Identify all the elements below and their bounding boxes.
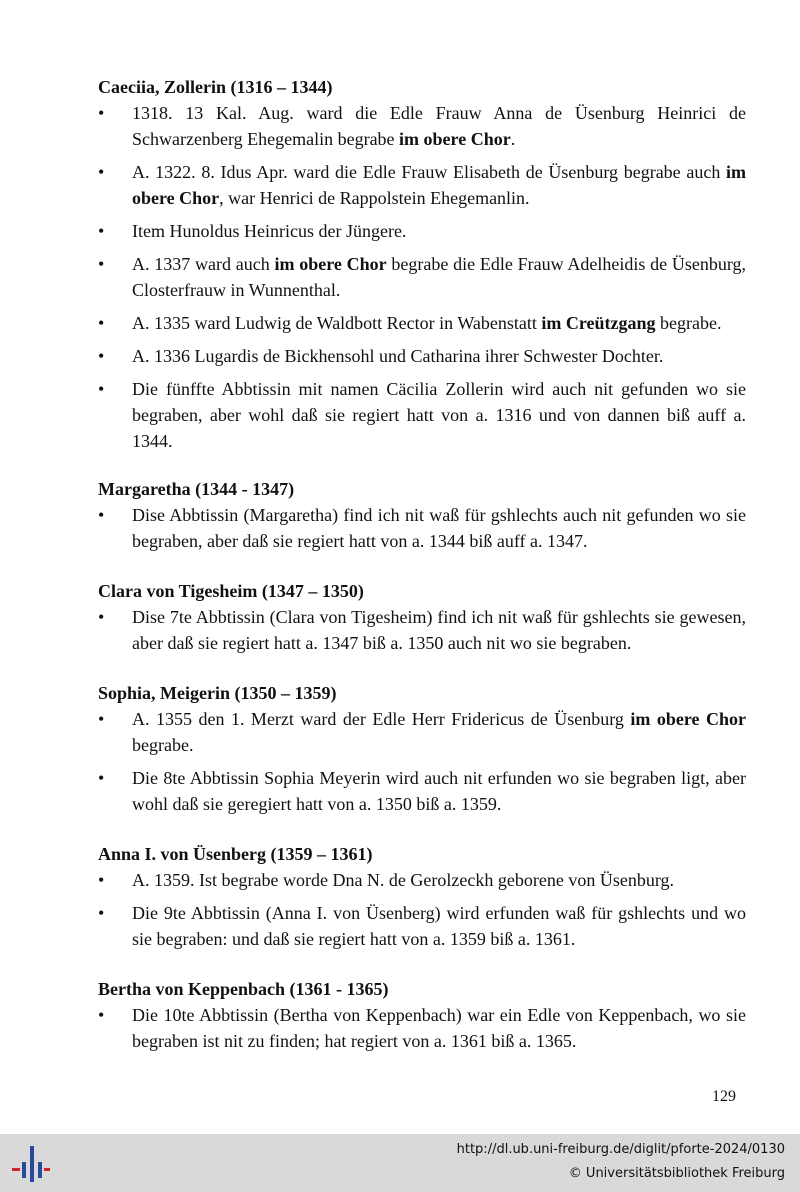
entry-list [98,1002,746,1054]
emphasized-location: im Creützgang [541,313,656,333]
list-item [98,100,746,152]
entry-text: begrabe die Edle Frauw Adelheidis de Üsenburg, Closterfrauw in Wunnenthal. [132,254,746,300]
abbess-section [98,841,746,952]
bullet-icon: • [98,709,105,729]
section-heading: Clara von Tigesheim (1347 – 1350) [98,581,364,601]
list-item [98,218,746,244]
entry-text: A. 1337 ward auch [132,254,275,274]
abbess-section [98,578,746,656]
entry-list [98,706,746,817]
list-item [98,159,746,211]
entry-text: A. 1359. Ist begrabe worde Dna N. de Gerolzeckh geborene von Üsenburg. [132,870,674,890]
emphasized-location: im obere Chor [399,129,511,149]
entry-list [98,100,746,454]
bullet-icon: • [98,903,105,923]
section-heading: Margaretha (1344 - 1347) [98,479,295,499]
bullet-icon: • [98,221,105,241]
entry-text: A. 1336 Lugardis de Bickhensohl und Catharina ihrer Schwester Dochter. [132,346,664,366]
page-number: 129 [712,1088,736,1105]
entry-text: Die fünffte Abbtissin mit namen Cäcilia Zollerin wird auch nit gefunden wo sie begraben, aber wohl daß sie regiert hatt von a. 1316 und von dannen biß auff a. 1344. [132,379,746,451]
entry-text: A. 1322. 8. Idus Apr. ward die Edle Frauw Elisabeth de Üsenburg begrabe auch [132,162,726,182]
abbess-section [98,680,746,817]
entry-list [98,502,746,554]
emphasized-location: im obere Chor [630,709,746,729]
bullet-icon: • [98,1005,105,1025]
section-heading: Anna I. von Üsenberg (1359 – 1361) [98,844,373,864]
bullet-icon: • [98,162,105,182]
bullet-icon: • [98,607,105,627]
bullet-icon: • [98,346,105,366]
entry-text: Die 8te Abbtissin Sophia Meyerin wird auch nit erfunden wo sie begraben ligt, aber wohl daß sie geregiert hatt von a. 1350 biß a. 1359. [132,768,746,814]
list-item [98,310,746,336]
entry-text: , war Henrici de Rappolstein Ehegemanlin. [219,188,530,208]
list-item [98,502,746,554]
entry-text: Dise Abbtissin (Margaretha) find ich nit waß für gshlechts auch nit gefunden wo sie begraben, aber daß sie regiert hatt von a. 1344 biß auff a. 1347. [132,505,746,551]
emphasized-location: im obere Chor [274,254,387,274]
bullet-icon: • [98,768,105,788]
list-item [98,706,746,758]
entry-text: A. 1335 ward Ludwig de Waldbott Rector in Wabenstatt [132,313,542,333]
list-item [98,765,746,817]
document-url-link[interactable]: http://dl.ub.uni-freiburg.de/diglit/pforte-2024/0130 [456,1142,785,1157]
abbess-section [98,74,746,454]
abbess-section [98,976,746,1054]
entry-text: begrabe. [132,735,194,755]
bullet-icon: • [98,505,105,525]
emphasized-location: im obere Chor [132,162,746,208]
entry-text: Item Hunoldus Heinricus der Jüngere. [132,221,407,241]
bullet-icon: • [98,379,105,399]
entry-text: Die 9te Abbtissin (Anna I. von Üsenberg) wird erfunden waß für gshlechts und wo sie begraben: und daß sie regiert hatt von a. 1359 biß a. 1361. [132,903,746,949]
footer-bar [0,1134,800,1192]
section-heading: Sophia, Meigerin (1350 – 1359) [98,683,337,703]
entry-text: . [510,129,516,149]
list-item [98,376,746,454]
list-item [98,900,746,952]
document-body [98,74,746,1078]
list-item [98,867,746,893]
list-item [98,1002,746,1054]
list-item [98,251,746,303]
bullet-icon: • [98,103,105,123]
abbess-section [98,476,746,554]
entry-list [98,867,746,952]
entry-text: A. 1355 den 1. Merzt ward der Edle Herr Fridericus de Üsenburg [132,709,631,729]
bullet-icon: • [98,870,105,890]
list-item [98,604,746,656]
bullet-icon: • [98,313,105,333]
section-heading: Caeciia, Zollerin (1316 – 1344) [98,77,333,97]
university-library-logo-icon [10,1144,50,1184]
entry-text: 1318. 13 Kal. Aug. ward die Edle Frauw Anna de Üsenburg Heinrici de Schwarzenberg Ehegemalin begrabe [132,103,746,149]
entry-text: Die 10te Abbtissin (Bertha von Keppenbach) war ein Edle von Keppenbach, wo sie begraben ist nit zu finden; hat regiert von a. 1361 biß a. 1365. [132,1005,746,1051]
bullet-icon: • [98,254,105,274]
list-item [98,343,746,369]
entry-text: Dise 7te Abbtissin (Clara von Tigesheim) find ich nit waß für gshlechts sie gewesen, aber daß sie regiert hatt a. 1347 biß a. 1350 auch nit wo sie begraben. [132,607,746,653]
entry-text: begrabe. [655,313,722,333]
copyright-notice: © Universitätsbibliothek Freiburg [568,1166,785,1181]
entry-list [98,604,746,656]
section-heading: Bertha von Keppenbach (1361 - 1365) [98,979,389,999]
